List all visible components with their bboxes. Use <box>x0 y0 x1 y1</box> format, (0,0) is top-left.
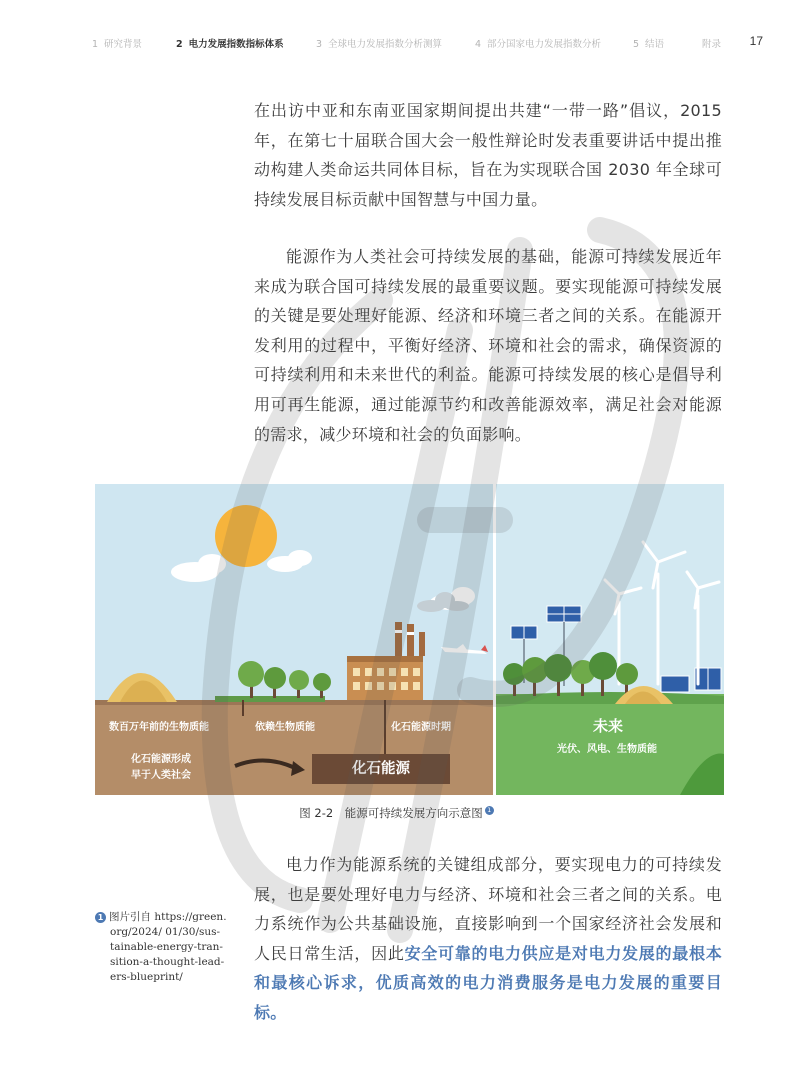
label-fossil-formation-line2: 早于人类社会 <box>131 770 191 781</box>
caption-footnote-marker[interactable]: 1 <box>485 806 494 815</box>
nav-item-conclusion[interactable]: 5 结语 <box>633 39 665 50</box>
nav-item-research-background[interactable]: 1 研究背景 <box>92 39 143 50</box>
label-biomass-dependence: 依赖生物质能 <box>255 722 315 733</box>
nav-item-appendix[interactable]: 附录 <box>702 39 722 50</box>
label-future-sources: 光伏、风电、生物质能 <box>557 744 657 755</box>
footnote-link-part[interactable]: 图片引自 https://green. <box>109 911 227 923</box>
label-fossil-era: 化石能源时期 <box>391 722 451 733</box>
page-number: 17 <box>749 34 763 48</box>
paragraph-power-sustainability <box>254 850 722 1028</box>
footnote-line[interactable]: sition-a-thought-lead- <box>110 956 225 968</box>
sun-icon <box>215 505 277 567</box>
energy-transition-illustration <box>95 484 724 795</box>
figure-caption <box>0 805 793 821</box>
footnote-line[interactable]: ers-blueprint/ <box>110 971 183 983</box>
paragraph-normal-text: 电力作为能源系统的关键组成部分，要实现电力的可持续发展，也是要处理好电力与经济、环境和社会三者之间的关系。电力系统作为公共基础设施，直接影响到一个国家经济社会发展和人民日常生活，因此 <box>254 855 722 963</box>
label-future: 未来 <box>593 717 624 735</box>
footnote-line[interactable]: org/2024/ 01/30/sus- <box>110 926 221 938</box>
label-ancient-biomass: 数百万年前的生物质能 <box>109 722 209 733</box>
caption-text: 图 2-2 能源可持续发展方向示意图 <box>299 806 483 820</box>
nav-item-country-analysis[interactable]: 4 部分国家电力发展指数分析 <box>475 39 602 50</box>
paragraph-energy-sustainability: 能源作为人类社会可持续发展的基础，能源可持续发展近年来成为联合国可持续发展的最重要议题。要实现能源可持续发展的关键是要处理好能源、经济和环境三者之间的关系。在能源开发利用的过程中，平衡好经济、环境和社会的需求，确保资源的可持续利用和未来世代的利益。能源可持续发展的核心是倡导利用可再生能源，通过能源节约和改善能源效率，满足社会对能源的需求，减少环境和社会的负面影响。 <box>254 247 722 444</box>
chapter-nav <box>0 36 793 52</box>
label-fossil-formation-line1: 化石能源形成 <box>131 754 191 765</box>
paragraph-belt-and-road: 在出访中亚和东南亚国家期间提出共建“一带一路”倡议，2015年，在第七十届联合国大会一般性辩论时发表重要讲话中提出推动构建人类命运共同体目标，旨在为实现联合国 2030 年全球可持续发展目标贡献中国智慧与中国力量。 <box>254 101 722 209</box>
nav-item-index-system[interactable]: 2 电力发展指数指标体系 <box>176 39 284 50</box>
footnote-number-badge: 1 <box>95 912 106 923</box>
footnote-line <box>95 910 235 925</box>
nav-item-global-index[interactable]: 3 全球电力发展指数分析测算 <box>316 39 443 50</box>
fossil-energy-box: 化石能源 <box>312 754 450 784</box>
footnote-source <box>95 910 235 985</box>
paragraph-highlight-text: 安全可靠的电力供应是对电力发展的最根本和最核心诉求，优质高效的电力消费服务是电力发展的重要目标。 <box>254 943 723 1022</box>
footnote-line[interactable]: tainable-energy-tran- <box>110 941 223 953</box>
